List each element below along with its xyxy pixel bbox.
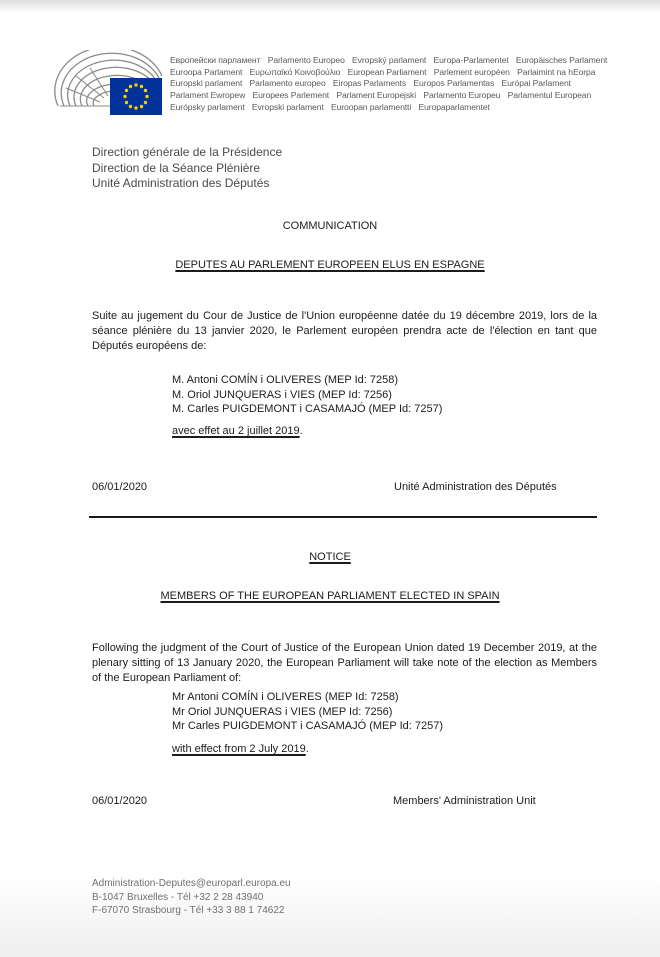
names-row: [170, 66, 596, 79]
footer-strasbourg: F-67070 Strasbourg - Tél +33 3 88 1 74622: [92, 905, 285, 916]
parliament-name: Parlement européen: [433, 66, 510, 77]
names-row: [170, 102, 590, 114]
european-parliament-logo-icon: [52, 50, 172, 122]
parliament-name: Europees Parlement: [252, 90, 330, 101]
en-heading-wrap: [0, 551, 660, 563]
names-row: [170, 78, 590, 90]
top-edge-shade: [0, 0, 660, 12]
fr-unit: Unité Administration des Députés: [394, 481, 557, 493]
fr-date: 06/01/2020: [92, 481, 148, 493]
department-header: [92, 145, 282, 192]
parliament-name: Europos Parlamentas: [413, 78, 495, 89]
footer-brussels: B-1047 Bruxelles - Tél +32 2 28 43940: [92, 891, 264, 903]
parliament-name: Parlaimint na hEorpa: [517, 66, 596, 77]
parliament-name: Euroopa Parlament: [170, 66, 243, 77]
parliament-name: Parlamento Europeu: [423, 90, 501, 101]
parliament-name: Evropski parlament: [251, 101, 324, 112]
parliament-name: Europäisches Parlament: [515, 55, 608, 65]
footer-email: Administration-Deputes@europarl.europa.eu: [92, 878, 291, 889]
fr-member-list: [172, 373, 442, 417]
parliament-name: Ευρωπαϊκό Κοινοβούλιο: [249, 66, 341, 77]
parliament-name: Európsky parlament: [170, 101, 245, 112]
fr-member: M. Oriol JUNQUERAS i VIES (MEP Id: 7256): [172, 388, 392, 401]
en-effect-wrap: with effect from 2 July 2019.: [172, 743, 309, 755]
parliament-name: Parlamento Europeo: [267, 55, 345, 65]
fr-member: M. Antoni COMÍN i OLIVERES (MEP Id: 7258): [172, 374, 398, 386]
parliament-name: Европейски парламент: [170, 55, 261, 65]
parliament-name: Evropský parlament: [352, 55, 427, 65]
fr-effect: avec effet au 2 juillet 2019: [172, 425, 300, 437]
parliament-name: Parlamento europeo: [249, 78, 326, 89]
dept-line-presidency: Direction générale de la Présidence: [92, 145, 283, 159]
names-row: [170, 90, 590, 102]
parliament-name: Europaparlamentet: [418, 101, 490, 112]
parliament-names-block: [170, 55, 608, 114]
fr-member: M. Carles PUIGDEMONT i CASAMAJÓ (MEP Id: 7257): [172, 403, 443, 415]
section-divider: [89, 516, 597, 518]
en-member: Mr Oriol JUNQUERAS i VIES (MEP Id: 7256): [172, 705, 393, 718]
en-member-list: [172, 690, 443, 734]
en-body: Following the judgment of the Court of Justice of the European Union dated 19 December 2019, at the plenary sitting of 13 January 2020, the European Parliament will take note of the election as Members of the European Parliament of:: [92, 642, 597, 684]
footer-contact: [92, 877, 291, 918]
parliament-name: Európai Parlament: [501, 78, 571, 89]
dept-line-plenary: Direction de la Séance Plénière: [92, 160, 261, 175]
fr-heading: COMMUNICATION: [282, 220, 378, 232]
en-member: Mr Antoni COMÍN i OLIVERES (MEP Id: 7258): [172, 691, 399, 703]
parliament-name: Europski parlament: [170, 78, 243, 89]
fr-title-wrap: [0, 259, 660, 271]
parliament-name: Euroopan parlamentti: [330, 101, 412, 112]
en-title: MEMBERS OF THE EUROPEAN PARLIAMENT ELECTED IN SPAIN: [160, 590, 500, 602]
names-row: [170, 55, 608, 67]
parliament-name: Parlamentul European: [507, 90, 592, 101]
en-member: Mr Carles PUIGDEMONT i CASAMAJÓ (MEP Id: 7257): [172, 720, 443, 732]
parliament-name: Parlament Europejski: [336, 90, 417, 101]
en-unit: Members' Administration Unit: [393, 795, 536, 807]
parliament-name: Parlament Ewropew: [170, 90, 246, 101]
en-heading: NOTICE: [309, 551, 351, 563]
fr-title: DEPUTES AU PARLEMENT EUROPEEN ELUS EN ESPAGNE: [175, 259, 485, 271]
parliament-name: Eiropas Parlaments: [332, 78, 407, 89]
en-title-wrap: [0, 590, 660, 602]
fr-body: Suite au jugement du Cour de Justice de l'Union européenne datée du 19 décembre 2019, lors de la séance plénière du 13 janvier 2020, le Parlement européen prendra acte de l'élection en tant que Députés européens de:: [92, 310, 597, 352]
parliament-name: Europa-Parlamentet: [433, 55, 509, 65]
fr-effect-wrap: avec effet au 2 juillet 2019.: [172, 425, 303, 437]
en-effect: with effect from 2 July 2019: [172, 743, 306, 755]
parliament-name: European Parliament: [347, 66, 427, 77]
dept-line-unit: Unité Administration des Députés: [92, 176, 270, 190]
en-date: 06/01/2020: [92, 795, 148, 807]
